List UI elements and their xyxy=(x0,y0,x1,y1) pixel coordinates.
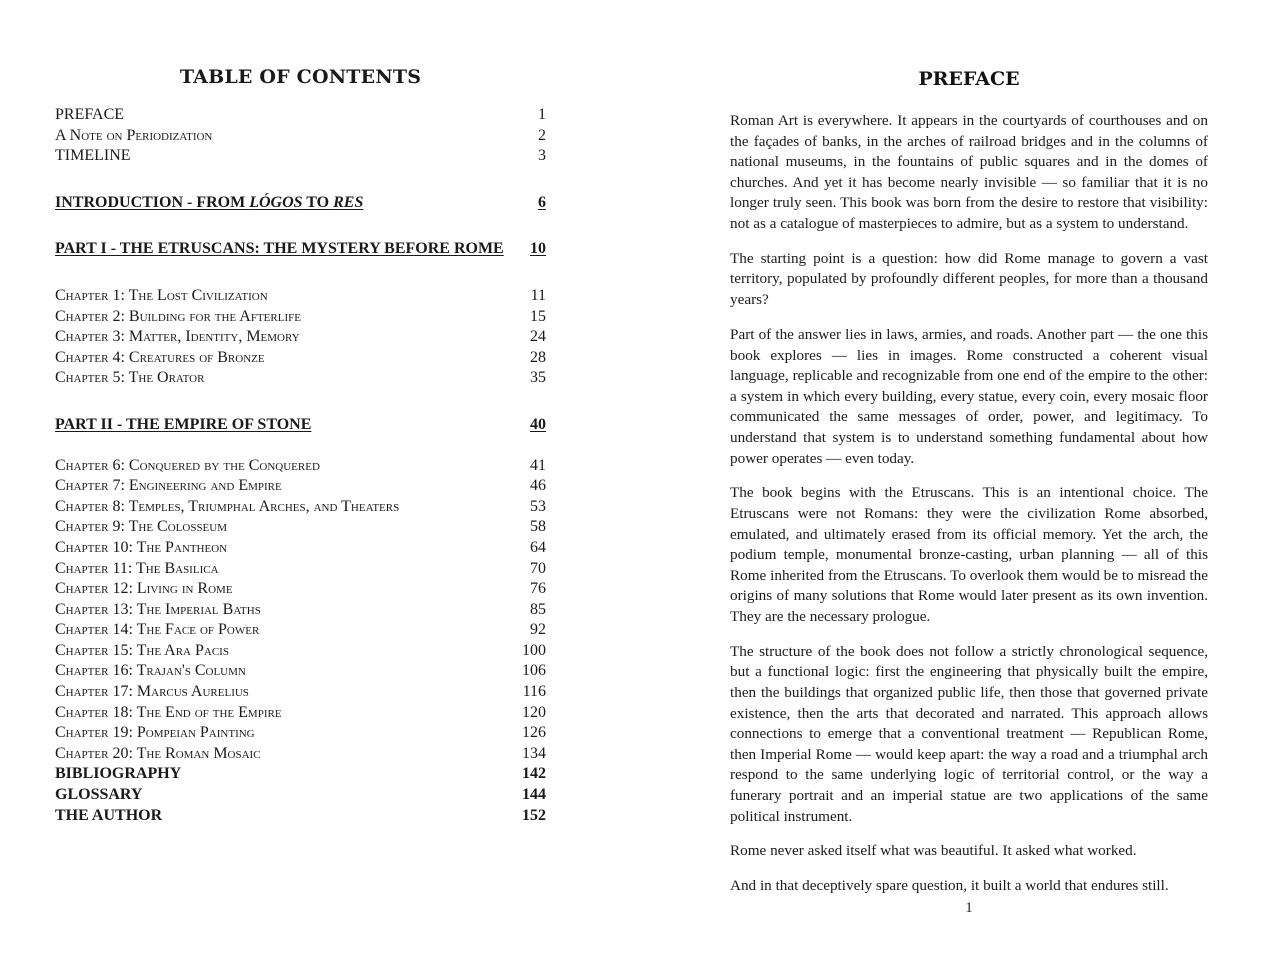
toc-entry-page: 3 xyxy=(538,147,546,165)
toc-entry-label: GLOSSARY xyxy=(55,786,143,804)
toc-entry-page: 11 xyxy=(530,286,546,304)
toc-entry-chapter-15-the-ara-pacis[interactable] xyxy=(55,641,546,662)
toc-entry-chapter-19-pompeian-painting[interactable] xyxy=(55,723,546,744)
toc-entry-label: Chapter 16: Trajan's Column xyxy=(55,662,246,680)
toc-entry-page: 58 xyxy=(530,518,546,536)
part-1-chapter-list xyxy=(55,286,546,389)
toc-entry-chapter-8-temples-triumphal-arches-and-theaters[interactable] xyxy=(55,497,546,518)
toc-entry-chapter-2-building-for-the-afterlife[interactable] xyxy=(55,307,546,328)
toc-entry-chapter-12-living-in-rome[interactable] xyxy=(55,579,546,600)
toc-entry-preface[interactable] xyxy=(55,105,546,126)
toc-entry-page: 53 xyxy=(530,497,546,515)
toc-entry-introduction[interactable] xyxy=(55,193,546,214)
toc-entry-label: Chapter 20: The Roman Mosaic xyxy=(55,744,261,762)
toc-entry-page: 85 xyxy=(530,600,546,618)
toc-entry-page: 35 xyxy=(530,369,546,387)
back-matter-list xyxy=(55,764,546,826)
toc-entry-label: TIMELINE xyxy=(55,147,131,165)
toc-entry-label: Chapter 14: The Face of Power xyxy=(55,621,260,639)
toc-entry-page: 10 xyxy=(530,240,546,258)
toc-entry-chapter-9-the-colosseum[interactable] xyxy=(55,517,546,538)
preface-paragraph: And in that deceptively spare question, it built a world that endures still. xyxy=(730,877,1169,895)
toc-entry-page: 120 xyxy=(522,703,546,721)
toc-list xyxy=(55,105,546,826)
toc-entry-label: Chapter 1: The Lost Civilization xyxy=(55,286,268,304)
toc-page xyxy=(55,0,546,964)
toc-entry-label: BIBLIOGRAPHY xyxy=(55,765,182,783)
toc-entry-label: PREFACE xyxy=(55,106,125,123)
toc-entry-page: 152 xyxy=(522,806,546,824)
toc-entry-part-2[interactable] xyxy=(55,415,546,436)
preface-paragraph: Part of the answer lies in laws, armies, and roads. Another part — the one this book explores — lies in images. Rome constructed a coherent visual language, replicable and recognizable from one end of the empire to the other: a system in which every building, every statue, every coin, every mosaic floor communicated the same messages of order, power, and legitimacy. To understand that system is to understand something fundamental about how power operates — even today. xyxy=(730,325,1208,467)
toc-entry-page: 92 xyxy=(530,621,546,639)
page-number: 1 xyxy=(965,900,973,916)
toc-entry-page: 134 xyxy=(522,744,546,762)
preface-page xyxy=(730,0,1208,964)
toc-entry-label: Chapter 12: Living in Rome xyxy=(55,580,233,598)
preface-paragraph: Roman Art is everywhere. It appears in the courtyards of courthouses and on the façades of banks, in the arches of railroad bridges and in the columns of national museums, in the fountains of public squares and in the domes of churches. And yet it has become nearly invisible — so familiar that it is no longer truly seen. This book was born from the desire to restore that visibility: not as a catalogue of masterpieces to admire, but as a system to understand. xyxy=(730,112,1208,232)
toc-entry-chapter-17-marcus-aurelius[interactable] xyxy=(55,682,546,703)
toc-entry-page: 144 xyxy=(522,786,546,804)
toc-entry-page: 15 xyxy=(530,307,546,325)
toc-entry-page: 41 xyxy=(530,456,546,474)
preface-body xyxy=(730,111,1208,911)
intro-label-prefix: INTRODUCTION - FROM xyxy=(55,193,250,211)
toc-entry-chapter-1-the-lost-civilization[interactable] xyxy=(55,286,546,307)
toc-entry-note-on-periodization[interactable] xyxy=(55,126,546,147)
toc-entry-label: Chapter 10: The Pantheon xyxy=(55,538,228,556)
preface-paragraph: The book begins with the Etruscans. This is an intentional choice. The Etruscans were not Romans: they were the civilization Rome absorbed, emulated, and ultimately erased from its official memory. Yet the arch, the podium temple, monumental bronze-casting, urban planning — all of this Rome inherited from the Etruscans. To overlook them would be to misread the origins of many solutions that Rome would later present as its own invention. They are the necessary prologue. xyxy=(730,484,1208,625)
part-2-chapter-list xyxy=(55,456,546,765)
toc-entry-label: Chapter 17: Marcus Aurelius xyxy=(55,683,249,701)
toc-entry-label: Chapter 18: The End of the Empire xyxy=(55,703,282,721)
toc-entry-chapter-4-creatures-of-bronze[interactable] xyxy=(55,348,546,369)
toc-entry-label: Chapter 11: The Basilica xyxy=(55,559,219,577)
toc-entry-label: A Note on Periodization xyxy=(55,126,213,144)
toc-entry-label: Chapter 2: Building for the Afterlife xyxy=(55,307,301,325)
toc-entry-the-author[interactable] xyxy=(55,806,546,827)
preface-paragraph: Rome never asked itself what was beautiful. It asked what worked. xyxy=(730,842,1137,860)
toc-entry-label: PART I - THE ETRUSCANS: THE MYSTERY BEFORE ROME xyxy=(55,240,504,258)
toc-entry-page: 100 xyxy=(522,641,546,659)
toc-entry-page: 126 xyxy=(522,724,546,742)
toc-entry-timeline[interactable] xyxy=(55,146,546,167)
toc-entry-page: 142 xyxy=(522,765,546,783)
toc-entry-label: Chapter 6: Conquered by the Conquered xyxy=(55,456,320,474)
toc-entry-chapter-13-the-imperial-baths[interactable] xyxy=(55,600,546,621)
toc-entry-page: 116 xyxy=(522,683,546,701)
toc-entry-page: 46 xyxy=(530,477,546,495)
toc-entry-label: Chapter 19: Pompeian Painting xyxy=(55,724,255,742)
preface-paragraph: The structure of the book does not follow a strictly chronological sequence, but a functional logic: first the engineering that physically built the empire, then the buildings that organized public life, then those that governed private existence, then the arts that decorated and narrated. This approach allows connections to emerge that a conventional treatment — Republican Rome, then Imperial Rome — would keep apart: the way a road and a triumphal arch respond to the same underlying logic of territorial control, or the way a funerary portrait and an imperial statue are two applications of the same political instrument. xyxy=(730,642,1208,825)
toc-entry-chapter-20-the-roman-mosaic[interactable] xyxy=(55,744,546,765)
toc-entry-chapter-5-the-orator[interactable] xyxy=(55,368,546,389)
toc-entry-chapter-10-the-pantheon[interactable] xyxy=(55,538,546,559)
intro-label-res: RES xyxy=(333,193,364,211)
toc-entry-part-1[interactable] xyxy=(55,239,546,260)
toc-entry-label: THE AUTHOR xyxy=(55,806,163,824)
toc-entry-page: 70 xyxy=(530,559,546,577)
preface-title: PREFACE xyxy=(918,68,1020,90)
toc-entry-label: Chapter 4: Creatures of Bronze xyxy=(55,348,265,366)
toc-entry-page: 1 xyxy=(538,106,546,123)
toc-entry-page: 106 xyxy=(522,662,546,680)
toc-title: TABLE OF CONTENTS xyxy=(179,66,422,88)
toc-entry-chapter-6-conquered-by-the-conquered[interactable] xyxy=(55,456,546,477)
preface-paragraph: The starting point is a question: how did Rome manage to govern a vast territory, populated by profoundly different peoples, for more than a thousand years? xyxy=(730,249,1208,309)
toc-entry-page: 28 xyxy=(530,348,546,366)
toc-entry-label: Chapter 8: Temples, Triumphal Arches, and Theaters xyxy=(55,497,400,515)
toc-entry-chapter-14-the-face-of-power[interactable] xyxy=(55,620,546,641)
toc-entry-page: 2 xyxy=(538,126,546,144)
toc-entry-chapter-16-trajan-s-column[interactable] xyxy=(55,661,546,682)
toc-entry-bibliography[interactable] xyxy=(55,764,546,785)
toc-entry-chapter-11-the-basilica[interactable] xyxy=(55,559,546,580)
toc-entry-page: 24 xyxy=(530,328,546,346)
toc-entry-glossary[interactable] xyxy=(55,785,546,806)
toc-entry-page: 6 xyxy=(538,193,546,211)
toc-entry-chapter-18-the-end-of-the-empire[interactable] xyxy=(55,703,546,724)
toc-entry-label: Chapter 3: Matter, Identity, Memory xyxy=(55,328,300,346)
toc-entry-label: Chapter 15: The Ara Pacis xyxy=(55,641,229,659)
toc-entry-page: 64 xyxy=(530,538,546,556)
toc-entry-label: Chapter 5: The Orator xyxy=(55,369,205,387)
toc-entry-label: PART II - THE EMPIRE OF STONE xyxy=(55,415,312,433)
intro-label-logos: LÓGOS xyxy=(249,193,303,211)
toc-entry-chapter-3-matter-identity-memory[interactable] xyxy=(55,327,546,348)
toc-entry-label xyxy=(55,193,506,214)
toc-entry-page: 40 xyxy=(530,415,546,433)
toc-entry-label: Chapter 7: Engineering and Empire xyxy=(55,477,282,495)
intro-label-mid: TO xyxy=(302,193,334,211)
toc-entry-label: Chapter 13: The Imperial Baths xyxy=(55,600,261,618)
toc-entry-label: Chapter 9: The Colosseum xyxy=(55,518,228,536)
toc-entry-chapter-7-engineering-and-empire[interactable] xyxy=(55,476,546,497)
toc-entry-page: 76 xyxy=(530,580,546,598)
